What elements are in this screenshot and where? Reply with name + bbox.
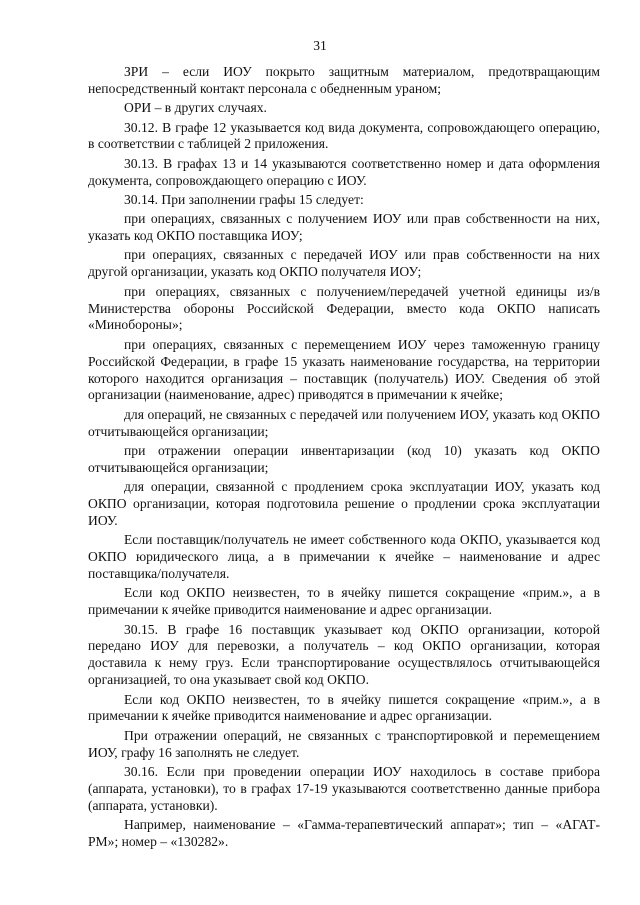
paragraph-30-15: 30.15. В графе 16 поставщик указывает код ОКПО организации, которой передано ИОУ для перевозки, а получатель – код ОКПО организации, которая доставила к нему груз. Если транспортирование осуществлялось отчитывающейся организацией, то она указывает свой код ОКПО. bbox=[88, 621, 600, 688]
paragraph-30-16: 30.16. Если при проведении операции ИОУ находилось в составе прибора (аппарата, установки), то в графах 17-19 указываются соответственно данные прибора (аппарата, установки). bbox=[88, 763, 600, 813]
paragraph-inventory: при отражении операции инвентаризации (код 10) указать код ОКПО отчитывающейся организации; bbox=[88, 442, 600, 475]
paragraph-extension: для операции, связанной с продлением срока эксплуатации ИОУ, указать код ОКПО организации, которая подготовила решение о продлении срока эксплуатации ИОУ. bbox=[88, 479, 600, 528]
paragraph-example: Например, наименование – «Гамма-терапевтический аппарат»; тип – «АГАТ-РМ»; номер – «130282». bbox=[88, 817, 600, 849]
paragraph-no-okpo: Если поставщик/получатель не имеет собственного кода ОКПО, указывается код ОКПО юридического лица, а в примечании к ячейке – наименование и адрес поставщика/получателя. bbox=[88, 532, 600, 582]
paragraph-ori: ОРИ – в других случаях. bbox=[124, 100, 267, 116]
paragraph-transfer: при операциях, связанных с передачей ИОУ или прав собственности на них другой организации, указать код ОКПО получателя ИОУ; bbox=[88, 247, 600, 280]
paragraph-no-transfer: для операций, не связанных с передачей или получением ИОУ, указать код ОКПО отчитывающейся организации; bbox=[88, 406, 600, 439]
paragraph-30-12: 30.12. В графе 12 указывается код вида документа, сопровождающего операцию, в соответствии с таблицей 2 приложения. bbox=[88, 119, 600, 152]
paragraph-30-13: 30.13. В графах 13 и 14 указываются соответственно номер и дата оформления документа, сопровождающего операцию с ИОУ. bbox=[88, 155, 600, 188]
page-number: 31 bbox=[313, 38, 327, 53]
paragraph-no-transport: При отражении операций, не связанных с транспортировкой и перемещением ИОУ, графу 16 заполнять не следует. bbox=[88, 727, 600, 760]
paragraph-minoborony: при операциях, связанных с получением/передачей учетной единицы из/в Министерства обороны Российской Федерации, вместо кода ОКПО написать «Минобороны»; bbox=[88, 283, 600, 333]
document-body bbox=[88, 64, 600, 853]
paragraph-30-14: 30.14. При заполнении графы 15 следует: bbox=[124, 191, 364, 207]
paragraph-okpo-unknown: Если код ОКПО неизвестен, то в ячейку пишется сокращение «прим.», а в примечании к ячейке приводится наименование и адрес организации. bbox=[88, 585, 600, 618]
paragraph-customs: при операциях, связанных с перемещением ИОУ через таможенную границу Российской Федерации, в графе 15 указать наименование государства, на территории которого находится организация – поставщик (получатель) ИОУ. Сведения об этой организации (наименование, адрес) приводятся в примечании к ячейке; bbox=[88, 336, 600, 403]
paragraph-okpo-unknown-2: Если код ОКПО неизвестен, то в ячейку пишется сокращение «прим.», а в примечании к ячейке приводится наименование и адрес организации. bbox=[88, 691, 600, 724]
paragraph-zri: ЗРИ – если ИОУ покрыто защитным материалом, предотвращающим непосредственный контакт персонала с обедненным ураном; bbox=[88, 64, 600, 96]
paragraph-receiving: при операциях, связанных с получением ИОУ или прав собственности на них, указать код ОКПО поставщика ИОУ; bbox=[88, 211, 600, 244]
